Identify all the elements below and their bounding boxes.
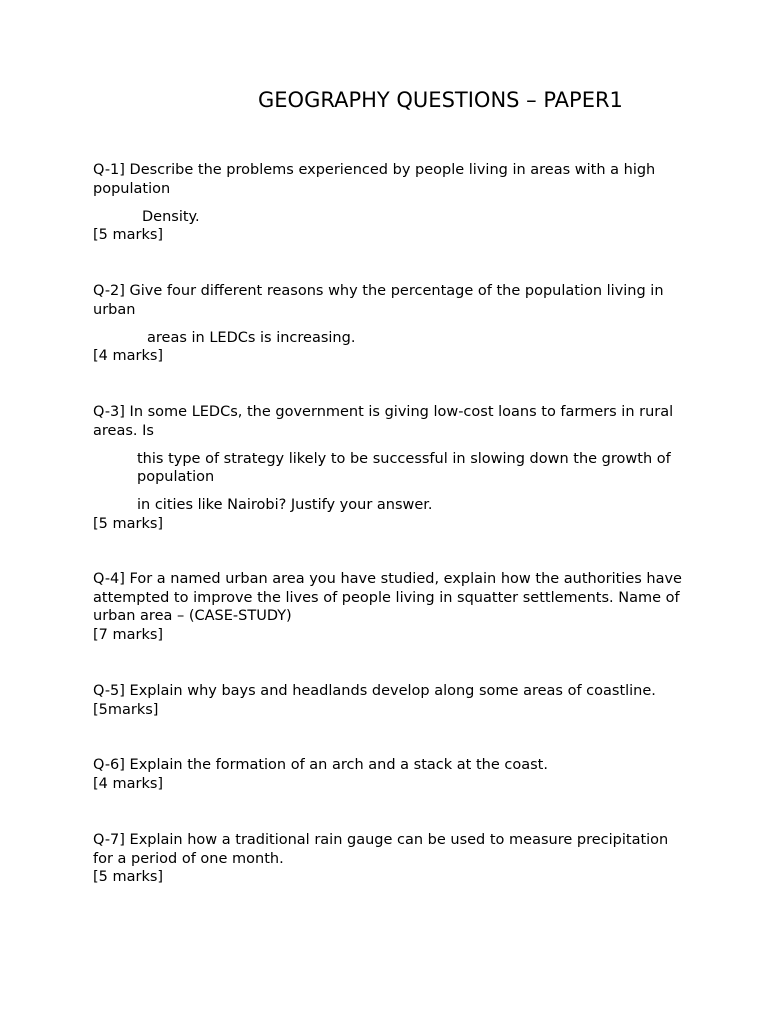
question-2-marks: [4 marks]	[93, 348, 164, 364]
question-1-marks: [5 marks]	[93, 227, 164, 243]
question-3-continuation-1: this type of strategy likely to be successful in slowing down the growth of population	[137, 450, 671, 485]
question-3-marks: [5 marks]	[93, 515, 164, 532]
question-3-continuation-2: in cities like Nairobi? Justify your answer.	[137, 497, 433, 513]
question-7-text: Q-7] Explain how a traditional rain gauge can be used to measure precipitation for a period of one month.	[93, 832, 669, 867]
question-4-text: Q-4] For a named urban area you have studied, explain how the authorities have attempted to improve the lives of people living in squatter settlements. Name of urban area – (CASE-STUDY)	[93, 571, 682, 624]
question-1-continuation: Density.	[142, 208, 200, 225]
question-5	[93, 682, 683, 719]
question-5-text: Q-5] Explain why bays and headlands develop along some areas of coastline. [5marks]	[93, 683, 656, 718]
page-title: GEOGRAPHY QUESTIONS – PAPER1	[258, 88, 623, 112]
question-6	[93, 756, 683, 793]
question-6-text: Q-6] Explain the formation of an arch and a stack at the coast.	[93, 757, 548, 773]
question-3-text: Q-3] In some LEDCs, the government is giving low-cost loans to farmers in rural areas. Is	[93, 404, 674, 439]
question-2	[93, 282, 683, 366]
question-7-marks: [5 marks]	[93, 869, 164, 885]
question-2-text: Q-2] Give four different reasons why the percentage of the population living in urban	[93, 283, 664, 318]
question-6-marks: [4 marks]	[93, 775, 164, 792]
question-1	[93, 161, 683, 245]
question-4	[93, 570, 683, 644]
question-7	[93, 831, 683, 887]
question-2-continuation: areas in LEDCs is increasing.	[147, 329, 356, 346]
question-3	[93, 403, 683, 533]
question-4-marks: [7 marks]	[93, 626, 164, 643]
question-1-text: Q-1] Describe the problems experienced by people living in areas with a high population	[93, 162, 656, 197]
